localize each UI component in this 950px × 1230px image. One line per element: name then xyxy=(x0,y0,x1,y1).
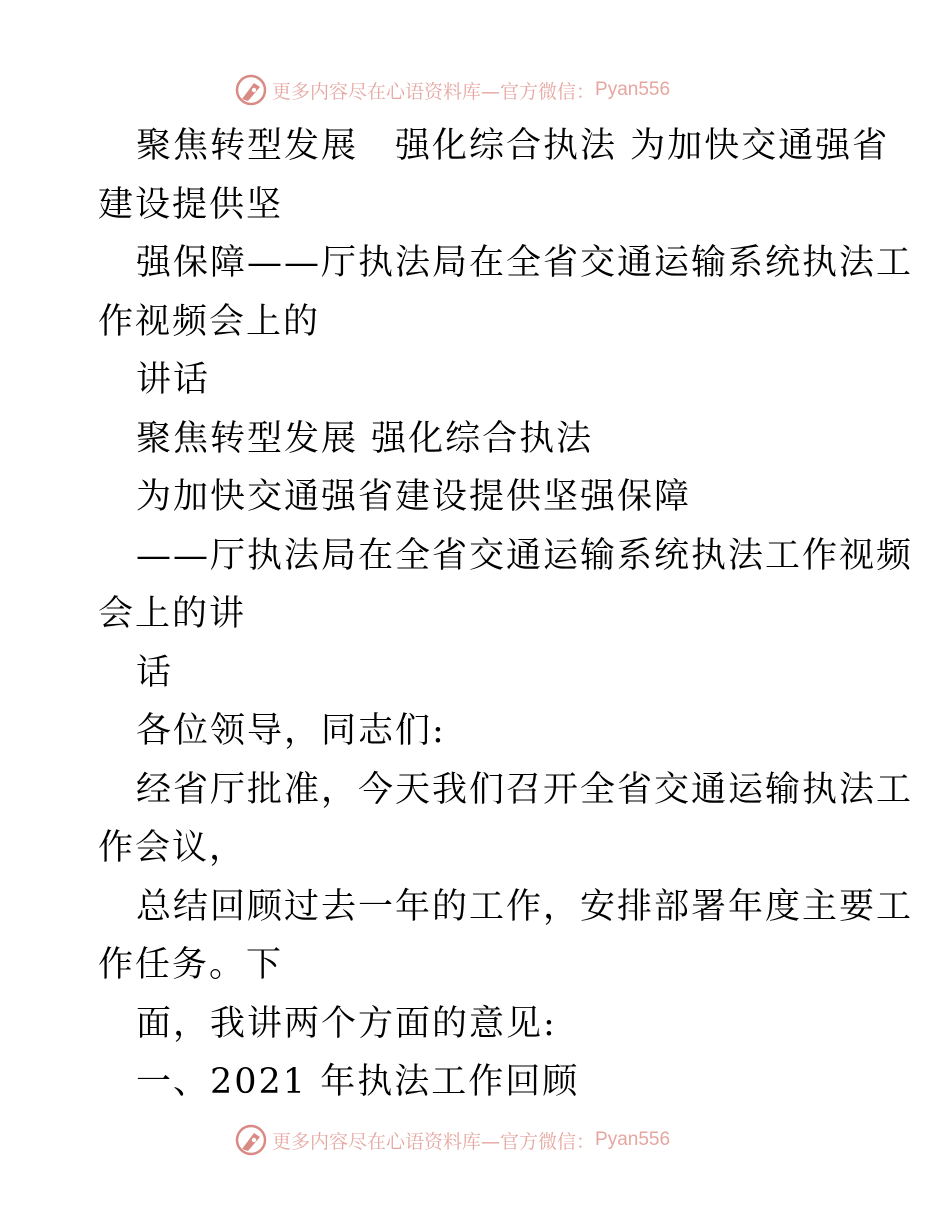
text-line: 为加快交通强省建设提供坚强保障 xyxy=(136,477,692,517)
text-line: 聚焦转型发展 强化综合执法 为加快交通强省 xyxy=(136,126,890,166)
text-line: 一、2021 年执法工作回顾 xyxy=(136,1062,580,1102)
pen-nib-logo-icon xyxy=(234,73,268,107)
watermark-header xyxy=(234,72,670,108)
text-line: 强保障——厅执法局在全省交通运输系统执法工 xyxy=(136,243,914,283)
text-line: 作会议， xyxy=(98,828,247,868)
text-line: ——厅执法局在全省交通运输系统执法工作视频 xyxy=(136,535,914,576)
text-line: 面，我讲两个方面的意见: xyxy=(136,1003,557,1044)
text-line: 话 xyxy=(136,652,174,693)
pen-nib-logo-icon xyxy=(234,1123,268,1157)
text-line: 各位领导，同志们: xyxy=(136,711,446,751)
watermark-handle: Pyan556 xyxy=(595,1129,671,1150)
text-line: 会上的讲 xyxy=(98,594,247,634)
document-body xyxy=(98,117,914,1112)
watermark-text: 更多内容尽在心语资料库—官方微信： xyxy=(272,1130,596,1153)
text-line: 经省厅批准，今天我们召开全省交通运输执法工 xyxy=(136,769,914,810)
watermark-text: 更多内容尽在心语资料库—官方微信： xyxy=(272,80,596,103)
text-line: 作任务。下 xyxy=(98,945,284,985)
watermark-footer xyxy=(234,1122,670,1158)
text-line: 建设提供坚 xyxy=(98,184,284,225)
text-line: 聚焦转型发展 强化综合执法 xyxy=(136,418,594,459)
text-line: 总结回顾过去一年的工作，安排部署年度主要工 xyxy=(136,886,914,927)
text-line: 讲话 xyxy=(136,360,211,400)
text-line: 作视频会上的 xyxy=(98,301,321,342)
watermark-handle: Pyan556 xyxy=(595,79,671,100)
